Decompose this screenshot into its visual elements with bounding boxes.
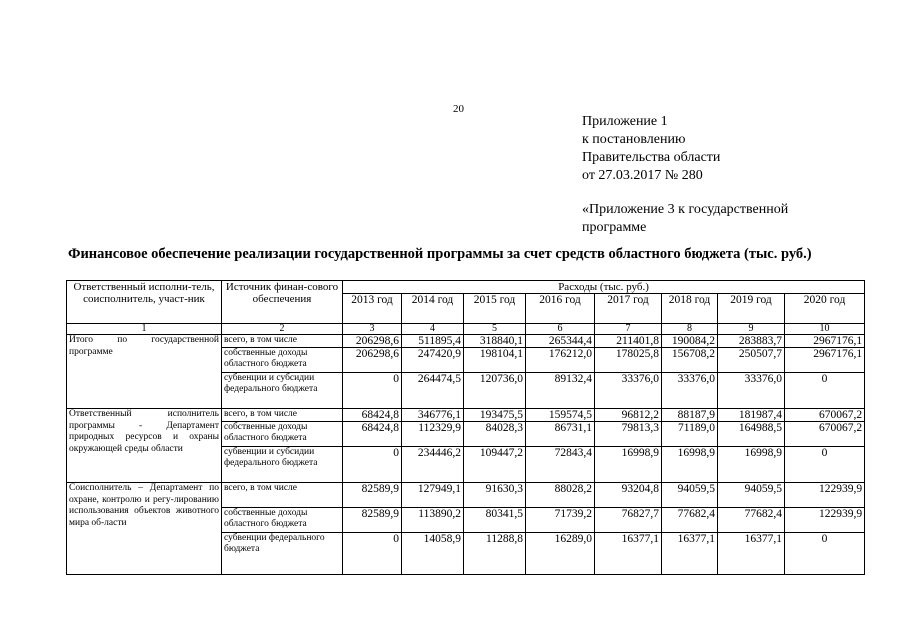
value-cell: 178025,8 xyxy=(595,348,662,373)
appendix-reference-2 xyxy=(582,201,842,237)
value-cell: 112329,9 xyxy=(402,422,464,447)
value-cell: 156708,2 xyxy=(662,348,718,373)
value-cell: 122939,9 xyxy=(785,483,865,508)
value-cell: 94059,5 xyxy=(662,483,718,508)
value-cell: 16998,9 xyxy=(718,447,785,483)
value-cell: 113890,2 xyxy=(402,508,464,533)
appendix-reference xyxy=(582,113,720,185)
value-cell: 80341,5 xyxy=(464,508,526,533)
page-number: 20 xyxy=(453,103,464,115)
value-cell: 190084,2 xyxy=(662,335,718,348)
value-cell: 16377,1 xyxy=(595,533,662,575)
value-cell: 16289,0 xyxy=(526,533,595,575)
value-cell: 77682,4 xyxy=(718,508,785,533)
funding-source: всего, в том числе xyxy=(222,483,343,508)
group-name: Соисполнитель – Департамент по охране, контролю и регу-лированию использования объектов животного мира об-ласти xyxy=(67,483,222,575)
document-title: Финансовое обеспечение реализации государственной программы за счет средств областного бюджета (тыс. руб.) xyxy=(68,246,812,262)
appendix-line: программе xyxy=(582,220,647,235)
value-cell: 206298,6 xyxy=(343,348,402,373)
column-number: 9 xyxy=(718,324,785,335)
value-cell: 127949,1 xyxy=(402,483,464,508)
value-cell: 72843,4 xyxy=(526,447,595,483)
value-cell: 211401,8 xyxy=(595,335,662,348)
value-cell: 0 xyxy=(343,533,402,575)
value-cell: 120736,0 xyxy=(464,373,526,409)
header-year: 2019 год xyxy=(718,294,785,324)
value-cell: 68424,8 xyxy=(343,409,402,422)
value-cell: 33376,0 xyxy=(595,373,662,409)
value-cell: 93204,8 xyxy=(595,483,662,508)
value-cell: 94059,5 xyxy=(718,483,785,508)
header-year: 2017 год xyxy=(595,294,662,324)
value-cell: 318840,1 xyxy=(464,335,526,348)
value-cell: 109447,2 xyxy=(464,447,526,483)
value-cell: 0 xyxy=(785,533,865,575)
value-cell: 164988,5 xyxy=(718,422,785,447)
value-cell: 159574,5 xyxy=(526,409,595,422)
value-cell: 91630,3 xyxy=(464,483,526,508)
value-cell: 206298,6 xyxy=(343,335,402,348)
value-cell: 79813,3 xyxy=(595,422,662,447)
appendix-line: «Приложение 3 к государственной xyxy=(582,202,789,217)
group-name: Ответственный исполнитель программы - Департамент природных ресурсов и охраны окружающей среды области xyxy=(67,409,222,483)
funding-source: собственные доходы областного бюджета xyxy=(222,348,343,373)
funding-source: всего, в том числе xyxy=(222,335,343,348)
appendix-line: от 27.03.2017 № 280 xyxy=(582,168,703,183)
funding-source: собственные доходы областного бюджета xyxy=(222,508,343,533)
value-cell: 2967176,1 xyxy=(785,348,865,373)
value-cell: 86731,1 xyxy=(526,422,595,447)
value-cell: 198104,1 xyxy=(464,348,526,373)
header-year: 2015 год xyxy=(464,294,526,324)
value-cell: 89132,4 xyxy=(526,373,595,409)
value-cell: 11288,8 xyxy=(464,533,526,575)
value-cell: 193475,5 xyxy=(464,409,526,422)
value-cell: 122939,9 xyxy=(785,508,865,533)
value-cell: 176212,0 xyxy=(526,348,595,373)
financing-table xyxy=(66,280,865,575)
header-executor: Ответственный исполни-тель, соисполнитель, участ-ник xyxy=(67,281,222,324)
value-cell: 250507,7 xyxy=(718,348,785,373)
value-cell: 234446,2 xyxy=(402,447,464,483)
value-cell: 16377,1 xyxy=(662,533,718,575)
column-number: 6 xyxy=(526,324,595,335)
value-cell: 670067,2 xyxy=(785,409,865,422)
appendix-line: к постановлению xyxy=(582,132,686,147)
column-number: 1 xyxy=(67,324,222,335)
value-cell: 0 xyxy=(785,373,865,409)
value-cell: 0 xyxy=(343,447,402,483)
value-cell: 76827,7 xyxy=(595,508,662,533)
value-cell: 2967176,1 xyxy=(785,335,865,348)
value-cell: 71739,2 xyxy=(526,508,595,533)
header-year: 2018 год xyxy=(662,294,718,324)
group-name: Итого по государственной программе xyxy=(67,335,222,409)
value-cell: 33376,0 xyxy=(718,373,785,409)
header-year: 2014 год xyxy=(402,294,464,324)
value-cell: 16998,9 xyxy=(595,447,662,483)
value-cell: 96812,2 xyxy=(595,409,662,422)
value-cell: 16998,9 xyxy=(662,447,718,483)
appendix-line: Приложение 1 xyxy=(582,114,668,129)
funding-source: всего, в том числе xyxy=(222,409,343,422)
value-cell: 68424,8 xyxy=(343,422,402,447)
value-cell: 265344,4 xyxy=(526,335,595,348)
column-number: 10 xyxy=(785,324,865,335)
value-cell: 82589,9 xyxy=(343,508,402,533)
value-cell: 346776,1 xyxy=(402,409,464,422)
value-cell: 283883,7 xyxy=(718,335,785,348)
value-cell: 88028,2 xyxy=(526,483,595,508)
value-cell: 14058,9 xyxy=(402,533,464,575)
value-cell: 71189,0 xyxy=(662,422,718,447)
value-cell: 247420,9 xyxy=(402,348,464,373)
funding-source: собственные доходы областного бюджета xyxy=(222,422,343,447)
value-cell: 511895,4 xyxy=(402,335,464,348)
value-cell: 264474,5 xyxy=(402,373,464,409)
column-number: 3 xyxy=(343,324,402,335)
value-cell: 670067,2 xyxy=(785,422,865,447)
funding-source: субвенции и субсидии федерального бюджета xyxy=(222,447,343,483)
value-cell: 0 xyxy=(785,447,865,483)
value-cell: 0 xyxy=(343,373,402,409)
header-year: 2013 год xyxy=(343,294,402,324)
funding-source: субвенции и субсидии федерального бюджета xyxy=(222,373,343,409)
header-year: 2016 год xyxy=(526,294,595,324)
column-number: 7 xyxy=(595,324,662,335)
column-number: 8 xyxy=(662,324,718,335)
appendix-line: Правительства области xyxy=(582,150,721,165)
header-expenses: Расходы (тыс. руб.) xyxy=(343,281,865,294)
column-number: 2 xyxy=(222,324,343,335)
funding-source: субвенции федерального бюджета xyxy=(222,533,343,575)
header-source: Источник финан-сового обеспечения xyxy=(222,281,343,324)
value-cell: 33376,0 xyxy=(662,373,718,409)
value-cell: 84028,3 xyxy=(464,422,526,447)
value-cell: 181987,4 xyxy=(718,409,785,422)
header-year: 2020 год xyxy=(785,294,865,324)
value-cell: 77682,4 xyxy=(662,508,718,533)
value-cell: 16377,1 xyxy=(718,533,785,575)
column-number: 5 xyxy=(464,324,526,335)
value-cell: 88187,9 xyxy=(662,409,718,422)
value-cell: 82589,9 xyxy=(343,483,402,508)
column-number: 4 xyxy=(402,324,464,335)
